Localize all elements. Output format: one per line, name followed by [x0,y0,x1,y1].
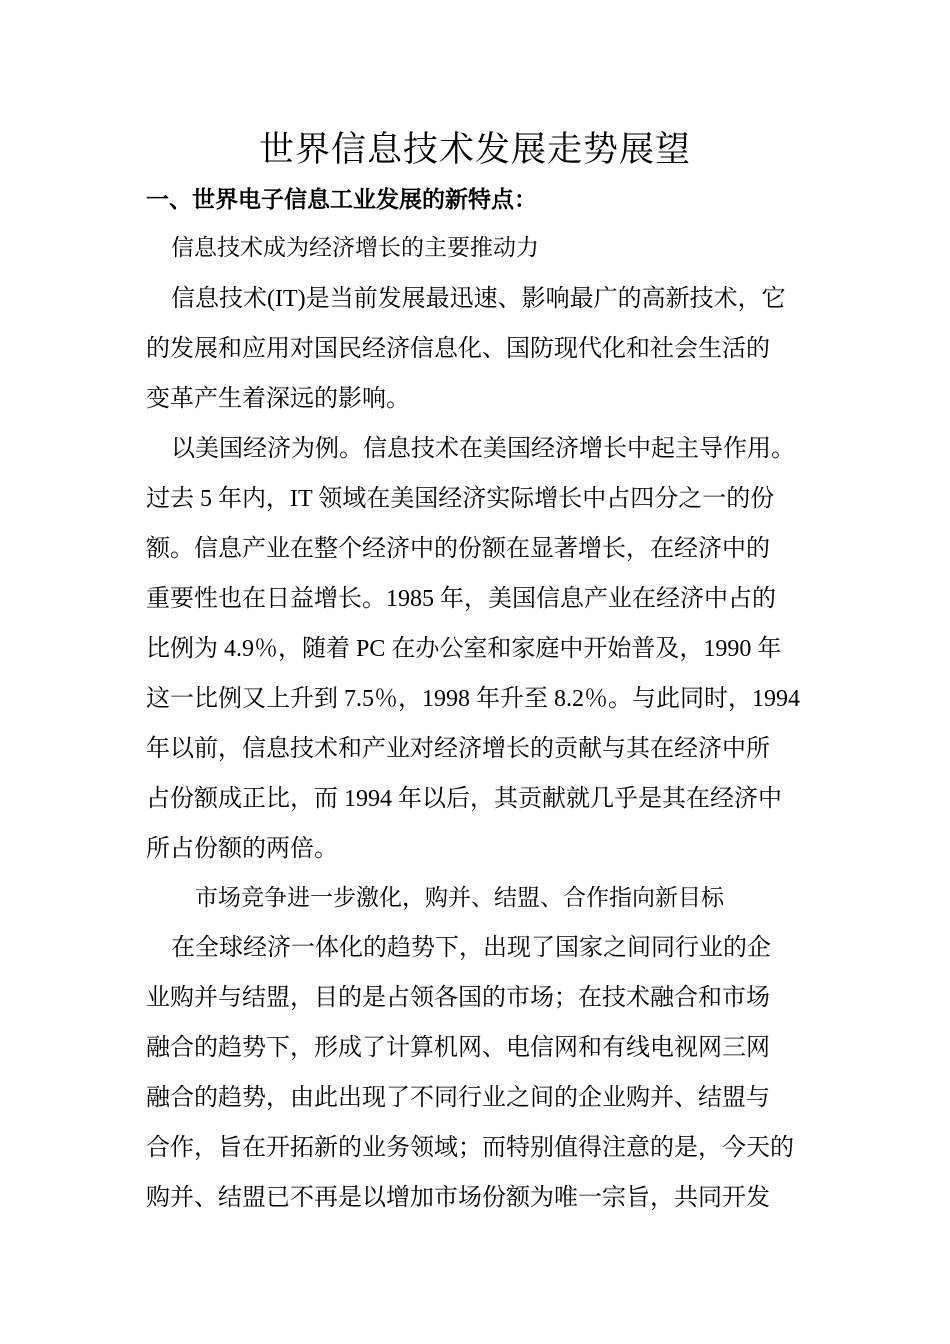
paragraph-line: 融合的趋势下，形成了计算机网、电信网和有线电视网三网 [146,1035,770,1061]
paragraph-line: 这一比例又上升到 7.5％，1998 年升至 8.2％。与此同时，1994 [146,686,800,712]
paragraph-line: 合作，旨在开拓新的业务领域；而特别值得注意的是，今天的 [146,1135,794,1161]
paragraph-line: 占份额成正比，而 1994 年以后，其贡献就几乎是其在经济中 [146,786,782,812]
paragraph-line: 以美国经济为例。信息技术在美国经济增长中起主导作用。 [171,436,795,462]
paragraph-line: 融合的趋势，由此出现了不同行业之间的企业购并、结盟与 [146,1085,770,1111]
paragraph-line: 信息技术(IT)是当前发展最迅速、影响最广的高新技术，它 [171,286,786,312]
paragraph-line: 变革产生着深远的影响。 [146,386,410,412]
paragraph-line: 购并、结盟已不再是以增加市场份额为唯一宗旨，共同开发 [146,1185,770,1211]
paragraph-line: 过去 5 年内，IT 领域在美国经济实际增长中占四分之一的份 [146,486,775,512]
paragraph-line: 比例为 4.9％，随着 PC 在办公室和家庭中开始普及，1990 年 [146,636,782,662]
paragraph-1 [146,274,816,424]
subsection-heading-2: 市场竞争进一步激化，购并、结盟、合作指向新目标 [195,885,724,911]
subsection-heading-1: 信息技术成为经济增长的主要推动力 [171,235,539,261]
paragraph-line: 在全球经济一体化的趋势下，出现了国家之间同行业的企 [171,935,771,961]
section-heading: 一、世界电子信息工业发展的新特点： [146,187,537,213]
paragraph-line: 额。信息产业在整个经济中的份额在显著增长，在经济中的 [146,536,770,562]
paragraph-line: 业购并与结盟，目的是占领各国的市场；在技术融合和市场 [146,985,770,1011]
document-title: 世界信息技术发展走势展望 [258,130,691,170]
paragraph-3 [146,923,816,1223]
paragraph-2 [146,424,816,874]
paragraph-line: 所占份额的两倍。 [146,836,338,862]
paragraph-line: 年以前，信息技术和产业对经济增长的贡献与其在经济中所 [146,736,770,762]
paragraph-line: 重要性也在日益增长。1985 年，美国信息产业在经济中占的 [146,586,776,612]
paragraph-line: 的发展和应用对国民经济信息化、国防现代化和社会生活的 [146,336,770,362]
